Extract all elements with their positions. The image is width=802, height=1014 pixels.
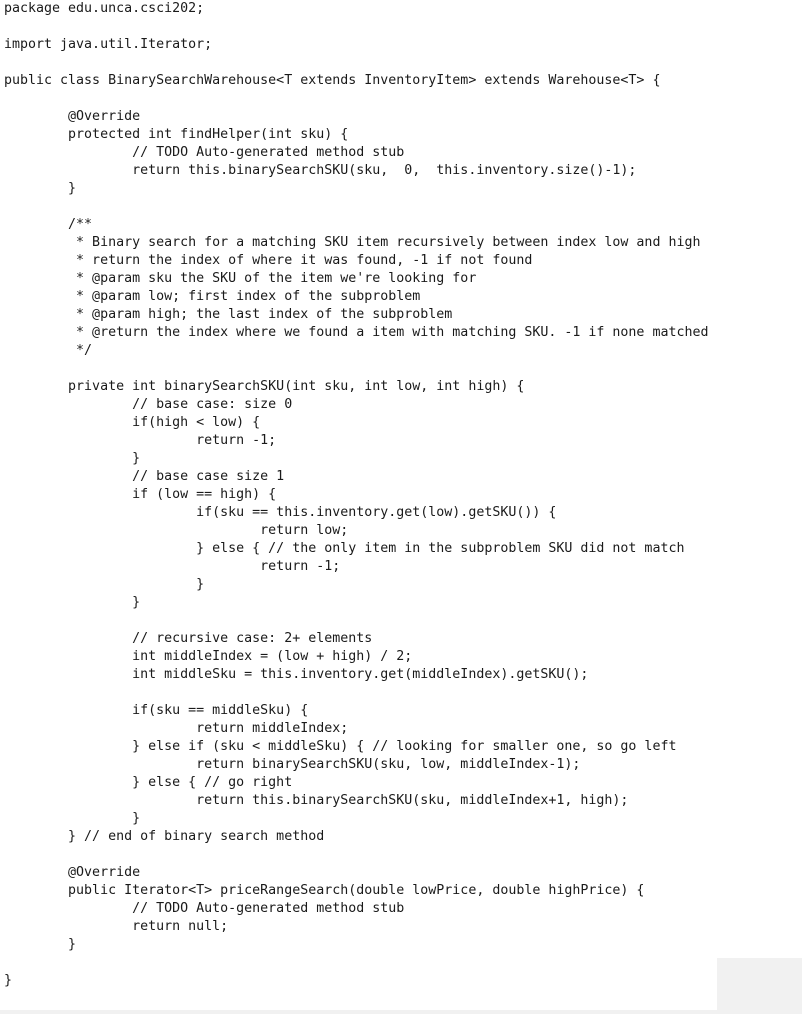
code-line [4,954,802,972]
code-line: if (low == high) { [4,487,277,502]
code-line: } [4,937,77,952]
code-line: return middleIndex; [4,721,349,736]
code-line: } [4,451,141,466]
code-line [4,360,802,378]
code-line: return null; [4,919,229,934]
code-line: public Iterator<T> priceRangeSearch(double lowPrice, double highPrice) { [4,883,645,898]
code-line [4,54,802,72]
code-line: @Override [4,865,141,880]
code-line [4,198,802,216]
code-line: * Binary search for a matching SKU item recursively between index low and high [4,235,701,250]
code-line: * @return the index where we found a item with matching SKU. -1 if none matched [4,325,709,340]
code-line: return -1; [4,433,277,448]
code-line: } [4,577,205,592]
code-line: if(sku == middleSku) { [4,703,309,718]
code-line: /** [4,217,93,232]
code-line: // TODO Auto-generated method stub [4,901,405,916]
code-line: public class BinarySearchWarehouse<T extends InventoryItem> extends Warehouse<T> { [4,73,661,88]
code-line: } [4,811,141,826]
code-line: package edu.unca.csci202; [4,1,205,16]
code-line: // base case size 1 [4,469,285,484]
code-line: } // end of binary search method [4,829,325,844]
code-line [4,18,802,36]
code-line [4,90,802,108]
code-document [4,0,802,1000]
code-line: // TODO Auto-generated method stub [4,145,405,160]
code-line: if(high < low) { [4,415,261,430]
code-line: // recursive case: 2+ elements [4,631,373,646]
code-line: } [4,595,141,610]
code-line: return this.binarySearchSKU(sku, 0, this.inventory.size()-1); [4,163,637,178]
code-line: } else { // the only item in the subproblem SKU did not match [4,541,685,556]
code-line: return this.binarySearchSKU(sku, middleIndex+1, high); [4,793,629,808]
code-line: int middleSku = this.inventory.get(middleIndex).getSKU(); [4,667,589,682]
code-line: * @param sku the SKU of the item we're looking for [4,271,477,286]
code-line: * @param low; first index of the subproblem [4,289,421,304]
code-line: @Override [4,109,141,124]
code-line: } else if (sku < middleSku) { // looking for smaller one, so go left [4,739,677,754]
code-line: * @param high; the last index of the subproblem [4,307,453,322]
code-line: return -1; [4,559,341,574]
code-line: private int binarySearchSKU(int sku, int low, int high) { [4,379,525,394]
code-line: return low; [4,523,349,538]
code-line: import java.util.Iterator; [4,37,213,52]
code-line: if(sku == this.inventory.get(low).getSKU()) { [4,505,557,520]
code-line: return binarySearchSKU(sku, low, middleIndex-1); [4,757,581,772]
corner-panel [717,958,802,1014]
code-line: * return the index of where it was found, -1 if not found [4,253,533,268]
code-line [4,684,802,702]
bottom-bar [0,1010,717,1014]
code-line: */ [4,343,93,358]
code-line: } else { // go right [4,775,293,790]
code-line: } [4,973,13,988]
code-line: // base case: size 0 [4,397,293,412]
code-line [4,612,802,630]
code-line: int middleIndex = (low + high) / 2; [4,649,413,664]
code-line: } [4,181,77,196]
code-line: protected int findHelper(int sku) { [4,127,349,142]
code-line [4,846,802,864]
